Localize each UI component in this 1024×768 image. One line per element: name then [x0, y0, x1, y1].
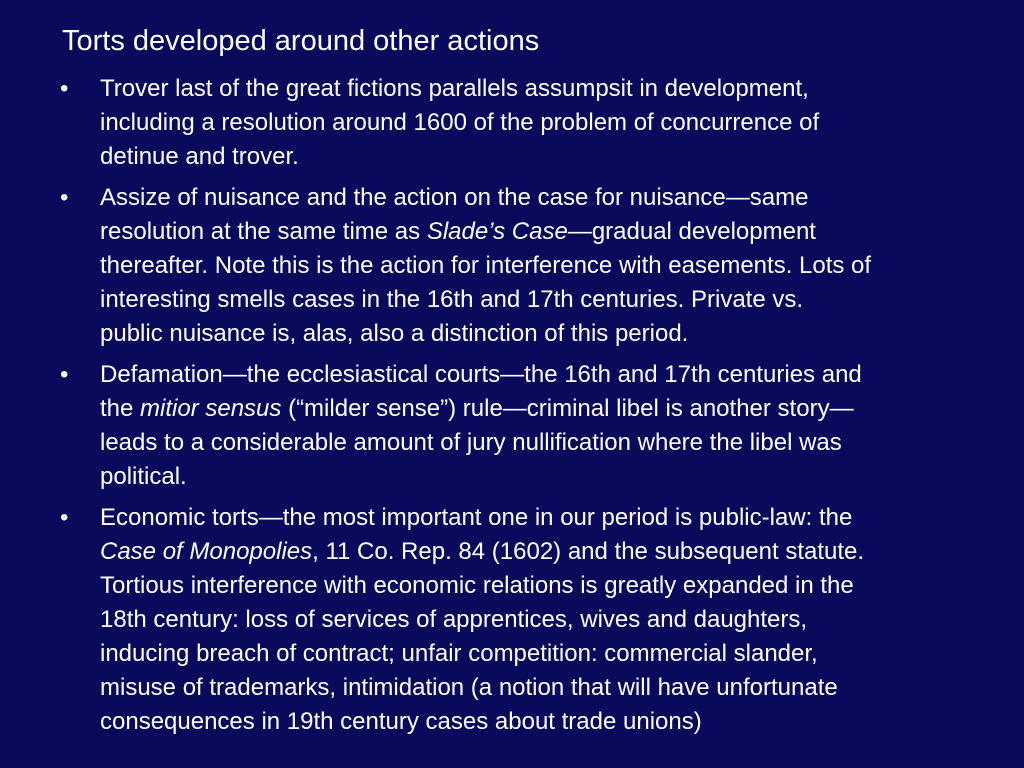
bullet-line [100, 358, 1018, 392]
bullet-line [100, 317, 1018, 351]
bullet-line [100, 249, 1018, 283]
bullet-line [100, 569, 1018, 603]
text-segment: interesting smells cases in the 16th and 17th centuries. Private vs. [100, 286, 804, 313]
slide-title: Torts developed around other actions [62, 25, 540, 57]
bullet-dot-icon: • [60, 504, 69, 531]
text-segment: Trover last of the great fictions parallels assumpsit in development, [100, 75, 809, 102]
bullet-line [100, 106, 1018, 140]
text-segment: misuse of trademarks, intimidation (a notion that will have unfortunate [100, 674, 838, 701]
text-segment: Tortious interference with economic relations is greatly expanded in the [100, 572, 854, 599]
text-segment: 18th century: loss of services of apprentices, wives and daughters, [100, 606, 808, 633]
text-segment: —gradual development [567, 218, 816, 245]
text-segment: Defamation—the ecclesiastical courts—the 16th and 17th centuries and [100, 361, 862, 388]
text-segment: detinue and trover. [100, 143, 299, 170]
bullet-item [0, 501, 1024, 739]
bullet-line [100, 215, 1018, 249]
text-segment: including a resolution around 1600 of the problem of concurrence of [100, 109, 820, 136]
bullet-line [100, 671, 1018, 705]
bullet-line [100, 705, 1018, 739]
text-segment: consequences in 19th century cases about trade unions) [100, 708, 702, 735]
italic-citation: mitior sensus [140, 395, 282, 422]
bullet-line [100, 181, 1018, 215]
bullet-dot-icon: • [60, 184, 69, 211]
bullet-line [100, 392, 1018, 426]
bullet-item [0, 72, 1024, 174]
bullet-line [100, 426, 1018, 460]
bullet-text [100, 358, 1018, 494]
text-segment: resolution at the same time as [100, 218, 427, 245]
bullet-line [100, 637, 1018, 671]
text-segment: public nuisance is, alas, also a distinction of this period. [100, 320, 689, 347]
bullet-text [100, 181, 1018, 351]
italic-citation: Slade’s Case [426, 218, 568, 245]
text-segment: leads to a considerable amount of jury nullification where the libel was [100, 429, 842, 456]
bullet-line [100, 72, 1018, 106]
bullet-line [100, 603, 1018, 637]
text-segment: inducing breach of contract; unfair competition: commercial slander, [100, 640, 818, 667]
bullet-list [0, 72, 1024, 746]
text-segment: thereafter. Note this is the action for interference with easements. Lots of [100, 252, 872, 279]
bullet-line [100, 460, 1018, 494]
text-segment: Economic torts—the most important one in our period is public-law: the [100, 504, 853, 531]
text-segment: (“milder sense”) rule—criminal libel is another story— [281, 395, 854, 422]
bullet-line [100, 283, 1018, 317]
bullet-dot-icon: • [60, 361, 69, 388]
bullet-dot-icon: • [60, 75, 69, 102]
bullet-line [100, 140, 1018, 174]
bullet-item [0, 181, 1024, 351]
bullet-text [100, 501, 1018, 739]
text-segment: , 11 Co. Rep. 84 (1602) and the subsequent statute. [312, 538, 865, 565]
text-segment: the [100, 395, 141, 422]
bullet-text [100, 72, 1018, 174]
bullet-line [100, 535, 1018, 569]
text-segment: political. [100, 463, 187, 490]
bullet-item [0, 358, 1024, 494]
italic-citation: Case of Monopolies [100, 538, 313, 565]
bullet-line [100, 501, 1018, 535]
text-segment: Assize of nuisance and the action on the case for nuisance—same [100, 184, 809, 211]
